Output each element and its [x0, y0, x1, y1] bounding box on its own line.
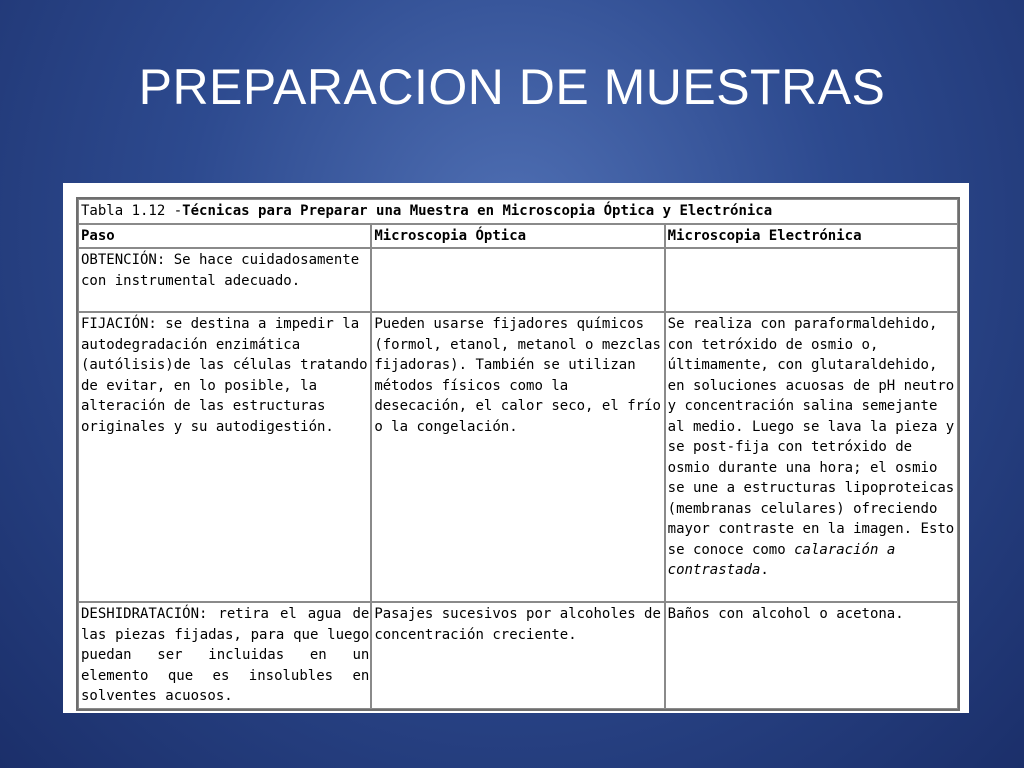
header-paso: Paso: [78, 224, 371, 249]
cell-optica-fijacion: Pueden usarse fijadores químicos (formol, etanol, metanol o mezclas fijadoras). También se utilizan métodos físicos como la desecación, el calor seco, el frío o la congelación.: [371, 312, 664, 602]
cell-optica-deshidratacion: Pasajes sucesivos por alcoholes de concentración creciente.: [371, 602, 664, 709]
cell-electronica-deshidratacion: Baños con alcohol o acetona.: [665, 602, 958, 709]
table-row: [78, 602, 958, 709]
cell-electronica-fijacion: [665, 312, 958, 602]
table-image-panel: [63, 183, 969, 713]
electronica-fijacion-italic: calaración a contrastada: [667, 541, 896, 578]
table-row: [78, 312, 958, 602]
cell-paso-deshidratacion: DESHIDRATACIÓN: retira el agua de las piezas fijadas, para que luego puedan ser incluidas en un elemento que es insolubles en solventes acuosos.: [78, 602, 371, 709]
table-caption-title: Técnicas para Preparar una Muestra en Microscopia Óptica y Electrónica: [182, 203, 773, 219]
cell-paso-fijacion: FIJACIÓN: se destina a impedir la autodegradación enzimática (autólisis)de las células tratando de evitar, en lo posible, la alteración de las estructuras originales y su autodigestión.: [78, 312, 371, 602]
table-row: [78, 248, 958, 312]
cell-electronica-obtencion: [665, 248, 958, 312]
cell-optica-obtencion: [371, 248, 664, 312]
electronica-fijacion-end: .: [760, 562, 769, 578]
table-caption: [78, 199, 958, 224]
header-electronica: Microscopia Electrónica: [665, 224, 958, 249]
table-caption-prefix: Tabla 1.12 -: [81, 203, 183, 219]
slide-title: PREPARACION DE MUESTRAS: [138, 59, 886, 115]
electronica-fijacion-text: Se realiza con paraformaldehido, con tetróxido de osmio o, últimamente, con glutaraldehido, en soluciones acuosas de pH neutro y concentración salina semejante al medio. Luego se lava la pieza y se post-fija con tetróxido de osmio durante una hora; el osmio se une a estructuras lipoproteicas (membranas celulares) ofreciendo mayor contraste en la imagen. Esto se conoce como: [667, 316, 955, 558]
cell-paso-obtencion: OBTENCIÓN: Se hace cuidadosamente con instrumental adecuado.: [78, 248, 371, 312]
techniques-table: [76, 197, 960, 711]
table-header-row: [78, 224, 958, 249]
header-optica: Microscopia Óptica: [371, 224, 664, 249]
